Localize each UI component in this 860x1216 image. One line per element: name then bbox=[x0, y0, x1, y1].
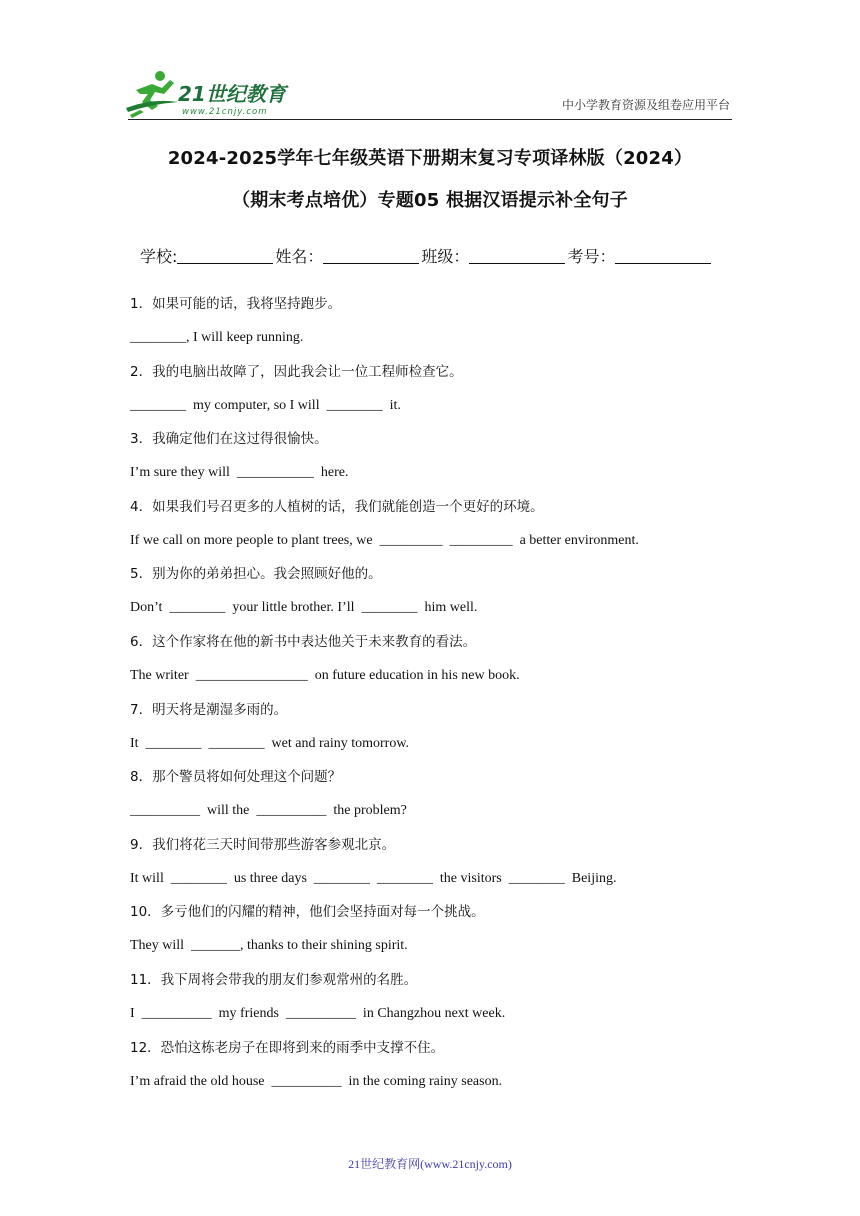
question-english-text: I __________ my friends __________ in Changzhou next week. bbox=[130, 1005, 506, 1021]
question-chinese: 4．如果我们号召更多的人植树的话，我们就能创造一个更好的环境。 bbox=[130, 498, 544, 515]
info-number-label: 考号： bbox=[567, 247, 616, 266]
question-chinese: 8．那个警员将如何处理这个问题？ bbox=[130, 769, 342, 786]
question-english bbox=[130, 666, 730, 686]
info-number bbox=[567, 244, 713, 267]
question-english bbox=[130, 1072, 730, 1092]
info-school-blank[interactable] bbox=[177, 247, 273, 264]
question-chinese: 1．如果可能的话，我将坚持跑步。 bbox=[130, 296, 342, 312]
student-info-row bbox=[140, 244, 740, 267]
question-english-text: Don’t ________ your little brother. I’ll ________ him well. bbox=[130, 600, 478, 616]
question-list bbox=[130, 294, 730, 1105]
question-item bbox=[130, 362, 730, 430]
question-item bbox=[130, 835, 730, 903]
question-chinese: 6．这个作家将在他的新书中表达他关于未来教育的看法。 bbox=[130, 633, 477, 650]
question-english-text: ________ my computer, so I will ________ it. bbox=[130, 397, 401, 413]
logo-text: 21世纪教育 bbox=[178, 82, 286, 106]
question-english-text: It will ________ us three days ________ ________ the visitors ________ Beijing. bbox=[130, 870, 617, 886]
question-english-text: It ________ ________ wet and rainy tomorrow. bbox=[130, 735, 410, 751]
question-item bbox=[130, 294, 730, 362]
question-english bbox=[130, 328, 730, 348]
question-chinese: 9．我们将花三天时间带那些游客参观北京。 bbox=[130, 836, 396, 853]
page-footer[interactable]: 21世纪教育网(www.21cnjy.com) bbox=[348, 1157, 512, 1171]
info-class bbox=[421, 244, 567, 267]
logo-runner-icon bbox=[122, 68, 302, 120]
logo bbox=[122, 68, 302, 120]
info-name-blank[interactable] bbox=[323, 247, 419, 264]
question-english bbox=[130, 801, 730, 821]
question-item bbox=[130, 902, 730, 970]
info-name-label: 姓名： bbox=[275, 247, 324, 266]
question-item bbox=[130, 564, 730, 632]
question-english-text: I’m sure they will ___________ here. bbox=[130, 465, 349, 481]
info-school bbox=[140, 244, 275, 267]
question-chinese: 11．我下周将会带我的朋友们参观常州的名胜。 bbox=[130, 971, 418, 988]
info-number-blank[interactable] bbox=[615, 247, 711, 264]
page-header bbox=[0, 0, 860, 120]
question-english bbox=[130, 734, 730, 754]
question-item bbox=[130, 1038, 730, 1106]
question-english-text: ________, I will keep running. bbox=[130, 330, 304, 345]
question-item bbox=[130, 632, 730, 700]
question-item bbox=[130, 429, 730, 497]
info-class-blank[interactable] bbox=[469, 247, 565, 264]
question-chinese: 7．明天将是潮湿多雨的。 bbox=[130, 701, 288, 718]
question-english-text: The writer ________________ on future education in his new book. bbox=[130, 667, 520, 683]
question-chinese: 3．我确定他们在这过得很愉快。 bbox=[130, 431, 328, 448]
question-item bbox=[130, 767, 730, 835]
info-school-label: 学校: bbox=[140, 247, 178, 266]
question-chinese: 2．我的电脑出故障了，因此我会让一位工程师检查它。 bbox=[130, 363, 463, 380]
question-english bbox=[130, 598, 730, 618]
question-english-text: They will _______, thanks to their shining spirit. bbox=[130, 938, 408, 954]
question-english bbox=[130, 531, 730, 551]
question-chinese: 12．恐怕这栋老房子在即将到来的雨季中支撑不住。 bbox=[130, 1039, 445, 1056]
question-item bbox=[130, 700, 730, 768]
question-english-text: I’m afraid the old house __________ in the coming rainy season. bbox=[130, 1073, 503, 1089]
platform-tagline: 中小学教育资源及组卷应用平台 bbox=[561, 98, 730, 112]
info-class-label: 班级： bbox=[421, 247, 470, 266]
question-item bbox=[130, 970, 730, 1038]
question-english bbox=[130, 869, 730, 889]
page-title-line2: （期末考点培优）专题05 根据汉语提示补全句子 bbox=[232, 190, 628, 211]
question-english bbox=[130, 463, 730, 483]
question-english bbox=[130, 1004, 730, 1024]
question-chinese: 10．多亏他们的闪耀的精神，他们会坚持面对每一个挑战。 bbox=[130, 904, 485, 921]
logo-url: www.21cnjy.com bbox=[182, 107, 268, 117]
question-english bbox=[130, 936, 730, 956]
question-chinese: 5．别为你的弟弟担心。我会照顾好他的。 bbox=[130, 566, 382, 583]
info-name bbox=[275, 244, 421, 267]
question-english-text: If we call on more people to plant trees, we _________ _________ a better environment. bbox=[130, 532, 639, 548]
page-title-line1: 2024-2025学年七年级英语下册期末复习专项译林版（2024） bbox=[167, 148, 693, 169]
question-item bbox=[130, 497, 730, 565]
header-divider bbox=[128, 119, 732, 120]
question-english bbox=[130, 396, 730, 416]
question-english-text: __________ will the __________ the problem? bbox=[130, 803, 407, 819]
